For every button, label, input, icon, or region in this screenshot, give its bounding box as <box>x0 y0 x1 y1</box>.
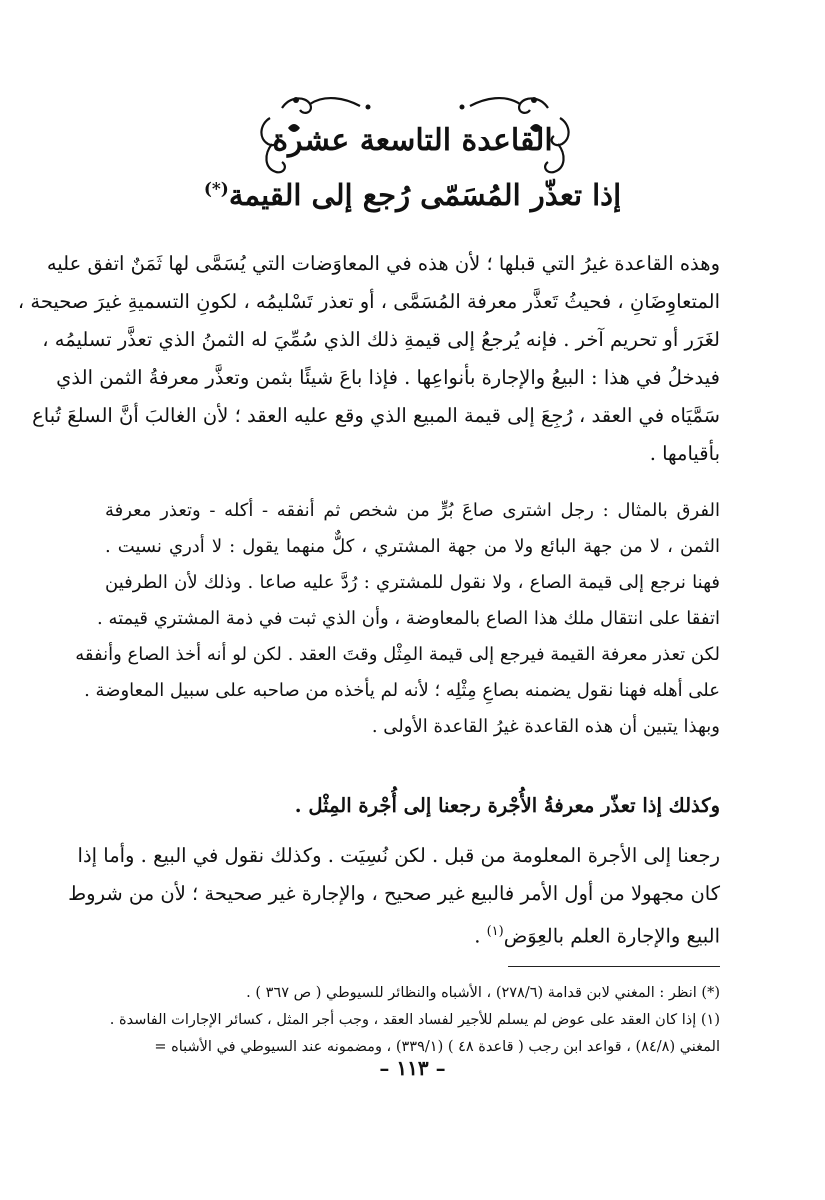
text-line: على أهله فهنا نقول يضمنه بصاعِ مِثْلِه ؛ لأنه لم يأخذه من صاحبه على سبيل المعاوضة . <box>84 680 720 701</box>
text-line: لكن تعذر معرفة القيمة فيرجع إلى قيمة المِثْل وقتَ العقد . لكن لو أنه أخذ الصاع وأنفقه <box>75 644 720 665</box>
page-number: – ١١٣ – <box>379 1056 446 1080</box>
footnote-line: (١) إذا كان العقد على عوض لم يسلم للأجير لفساد العقد ، وجب أجر المثل ، كسائر الإجارات الفاسدة . <box>109 1012 720 1028</box>
text-line: وهذه القاعدة غيرُ التي قبلها ؛ لأن هذه في المعاوَضات التي يُسَمَّى لها ثَمَنٌ اتفق عليه <box>46 252 720 275</box>
text-line: بأقيامها . <box>649 442 720 465</box>
text-line: فيدخلُ في هذا : البيعُ والإجارة بأنواعِها . فإذا باعَ شيئًا بثمن وتعذَّر معرفةُ الثمن الذي <box>56 366 720 389</box>
footnote-line: (*) انظر : المغني لابن قدامة (٢٧٨/٦) ، الأشباه والنظائر للسيوطي ( ص ٣٦٧ ) . <box>246 985 720 1001</box>
footnotes <box>105 980 720 1061</box>
text-line: المتعاوِضَانِ ، فحيثُ تَعذَّر معرفة المُسَمَّى ، أو تعذر تَسْليمُه ، لكونِ التسميةِ غيرَ صحيحة ، <box>17 290 720 313</box>
footnote-ref: (١) <box>486 924 504 939</box>
footnote-divider <box>508 966 720 967</box>
text-line: فهنا نرجع إلى قيمة الصاع ، ولا نقول للمشتري : رُدَّ عليه صاعا . وذلك لأن الطرفين <box>105 572 720 593</box>
text-line: اتفقا على انتقال ملك هذا الصاع بالمعاوضة ، وأن الذي ثبت في ذمة المشتري قيمته . <box>97 608 720 629</box>
section-heading-wage: وكذلك إذا تعذّر معرفةُ الأُجْرة رجعنا إلى أُجْرة المِثْل . <box>294 794 720 817</box>
paragraph-intro <box>17 245 720 473</box>
text-line: الثمن ، لا من جهة البائع ولا من جهة المشتري ، كلٌّ منهما يقول : لا أدري نسيت . <box>105 536 720 557</box>
text-line: كان مجهولا من أول الأمر فالبيع غير صحيح ، والإجارة غير صحيحة ؛ لأن من شروط <box>68 882 720 905</box>
text-line: وبهذا يتبين أن هذه القاعدة غيرُ القاعدة الأولى . <box>371 716 720 737</box>
rule-subtitle <box>0 178 825 212</box>
text-line: سَمَّيَاه في العقد ، رُجِعَ إلى قيمة المبيع الذي وقع عليه العقد ؛ لأن الغالبَ أنَّ السلعَ تُباع <box>32 404 720 427</box>
end-period: . <box>474 924 487 948</box>
text-line-with-ref <box>105 913 720 951</box>
text-line: لغَرَر أو تحريم آخر . فإنه يُرجعُ إلى قيمةِ ذلك الذي سُمِّيَ له الثمنُ الذي تعذَّر تسليمُه ، <box>42 328 720 351</box>
chapter-title: القاعدة التاسعة عشرة <box>272 123 553 158</box>
text-line: رجعنا إلى الأجرة المعلومة من قبل . لكن نُسِيَت . وكذلك نقول في البيع . وأما إذا <box>77 844 720 867</box>
paragraph-example <box>75 493 720 745</box>
paragraph-wage <box>68 837 720 951</box>
chapter-header <box>0 88 825 188</box>
footnote-line: المغني (٨٤/٨) ، قواعد ابن رجب ( قاعدة ٤٨ ) (٣٣٩/١) ، ومضمونه عند السيوطي في الأشباه = <box>154 1039 720 1055</box>
rule-subtitle-text: إذا تعذّر المُسَمّى رُجع إلى القيمة <box>228 178 622 212</box>
subtitle-footnote-marker: (*) <box>203 179 229 200</box>
text-line: الفرق بالمثال : رجل اشترى صاعَ بُرٍّ من شخص ثم أنفقه - أكله - وتعذر معرفة <box>105 500 720 521</box>
text-line: البيع والإجارة العلم بالعِوَض <box>503 924 720 948</box>
